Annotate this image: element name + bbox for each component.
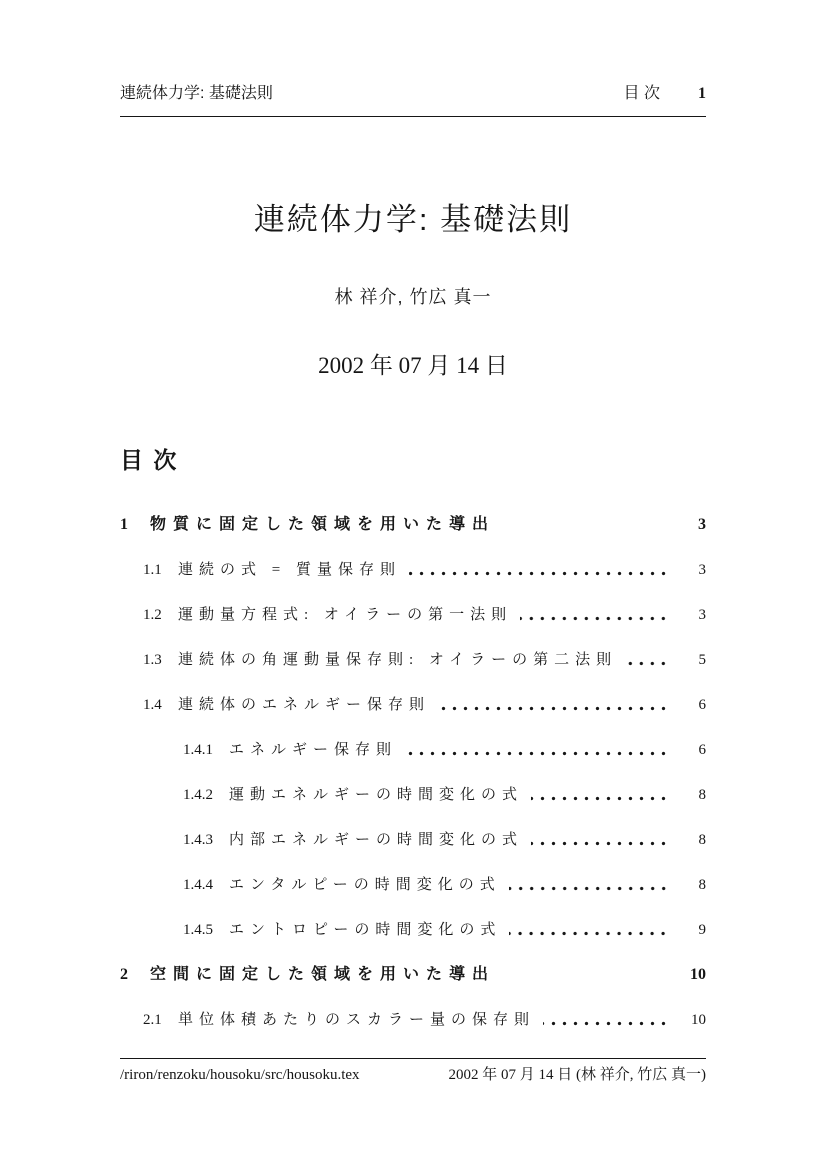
header-section-label: 目 次 [623,85,660,102]
toc-dot-leader [509,931,672,936]
page-header [120,84,706,104]
toc-dot-leader [503,976,672,981]
toc-entry-page: 3 [698,516,706,533]
document-title: 連続体力学: 基礎法則 [253,202,573,237]
toc-entry [120,517,706,533]
toc-entry [120,742,706,758]
toc-entry [120,1012,706,1028]
toc-entry-page: 6 [698,742,706,758]
toc-list [120,517,706,1057]
toc-entry [120,787,706,803]
toc-entry-page: 9 [698,922,706,938]
toc-entry-page: 5 [698,652,706,668]
toc-entry-number: 1.2 [143,607,162,623]
toc-dot-leader [409,571,672,576]
toc-entry-page: 8 [698,787,706,803]
toc-dot-leader [625,661,672,666]
toc-entry-number: 1.4.5 [183,922,213,938]
toc-dot-leader [503,526,672,531]
toc-dot-leader [509,886,672,891]
toc-entry-title: 運動量方程式: オイラーの第一法則 [178,607,513,623]
toc-entry-page: 3 [698,607,706,623]
toc-entry-number: 1.3 [143,652,162,668]
header-rule [120,116,706,117]
toc-dot-leader [520,616,672,621]
toc-entry-page: 8 [698,832,706,848]
toc-entry-title: 空間に固定した領域を用いた導出 [150,966,496,983]
toc-entry-page: 10 [691,1012,706,1028]
document-authors: 林 祥介, 竹広 真一 [334,287,492,307]
toc-entry-title: 単位体積あたりのスカラー量の保存則 [178,1012,536,1028]
toc-entry-number: 1.1 [143,562,162,578]
toc-entry [120,652,706,668]
toc-entry-title: 連続の式 = 質量保存則 [178,562,401,578]
toc-entry [120,697,706,713]
header-page-number: 1 [698,85,706,102]
toc-entry-number: 1.4.2 [183,787,213,803]
page-footer [120,1066,706,1085]
toc-entry-title: 内部エネルギーの時間変化の式 [229,832,524,848]
toc-entry-number: 2 [120,966,128,983]
footer-date-credit: 2002 年 07 月 14 日 (林 祥介, 竹広 真一) [448,1067,706,1083]
toc-entry-page: 8 [698,877,706,893]
toc-dot-leader [543,1021,672,1026]
document-date: 2002 年 07 月 14 日 [318,353,508,378]
toc-dot-leader [531,796,672,801]
toc-entry-number: 1.4 [143,697,162,713]
toc-entry-number: 1.4.4 [183,877,213,893]
footer-rule [120,1058,706,1059]
title-block [120,200,706,380]
header-right-group [624,84,706,104]
toc-dot-leader [438,706,672,711]
footer-source-path: /riron/renzoku/housoku/src/housoku.tex [120,1067,360,1083]
toc-entry-title: エネルギー保存則 [229,742,398,758]
toc-dot-leader [531,841,672,846]
toc-entry-number: 1.4.3 [183,832,213,848]
toc-entry-page: 10 [690,966,706,983]
toc-entry-number: 2.1 [143,1012,162,1028]
toc-entry-title: 連続体の角運動量保存則: オイラーの第二法則 [178,652,618,668]
toc-entry-title: 物質に固定した領域を用いた導出 [150,516,496,533]
toc-entry [120,562,706,578]
toc-entry [120,967,706,983]
toc-entry [120,607,706,623]
toc-entry [120,922,706,938]
toc-heading: 目 次 [120,447,179,473]
toc-entry-page: 3 [698,562,706,578]
toc-entry-title: エンタルピーの時間変化の式 [229,877,501,893]
toc-entry-page: 6 [698,697,706,713]
toc-entry [120,877,706,893]
toc-entry-number: 1 [120,516,128,533]
toc-dot-leader [405,751,672,756]
toc-entry-title: 連続体のエネルギー保存則 [178,697,431,713]
toc-entry-title: 運動エネルギーの時間変化の式 [229,787,524,803]
toc-entry-number: 1.4.1 [183,742,213,758]
toc-entry-title: エントロピーの時間変化の式 [229,922,502,938]
toc-entry [120,832,706,848]
header-document-title: 連続体力学: 基礎法則 [120,85,273,102]
